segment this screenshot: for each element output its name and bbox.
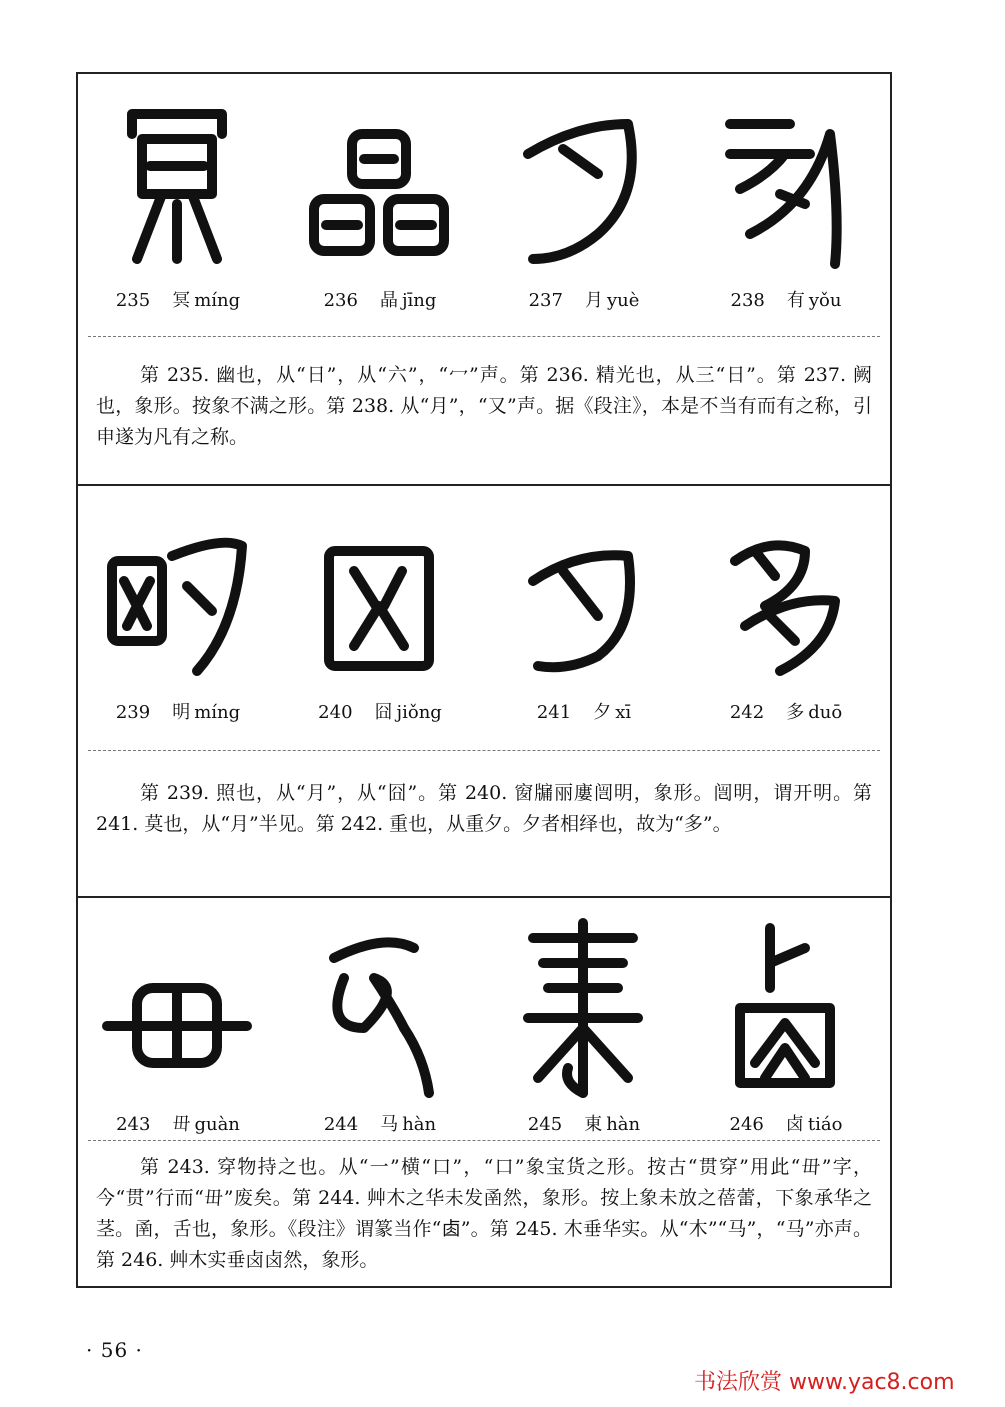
entry-245 <box>484 898 684 1162</box>
dashed-divider <box>88 336 880 337</box>
entry-number: 238 <box>730 290 765 311</box>
caption <box>484 698 684 724</box>
entry-239 <box>78 486 278 750</box>
entry-number: 244 <box>323 1114 359 1135</box>
entry-character: 明 <box>172 702 191 723</box>
seal-yue-moon-icon <box>508 94 658 274</box>
entry-242 <box>686 486 886 750</box>
entry-number: 235 <box>115 290 151 311</box>
entry-pinyin: guàn <box>194 1114 240 1135</box>
caption <box>78 1110 278 1136</box>
seal-han-droop-icon <box>508 918 658 1098</box>
panel-239-242 <box>78 486 890 898</box>
entry-244 <box>280 898 480 1162</box>
entry-pinyin: hàn <box>606 1114 641 1135</box>
seal-guan-pierce-icon <box>102 918 252 1098</box>
entry-number: 246 <box>729 1114 764 1135</box>
entry-character: 囧 <box>374 702 393 723</box>
entry-character: 月 <box>584 290 603 311</box>
description: 第 235. 幽也，从“日”，从“六”，“冖”声。第 236. 精光也，从三“日”。第 237. 阙也，象形。按象不满之形。第 238. 从“月”，“又”声。据《段注》，本是不当有而有之称，引申遂为凡有之称。 <box>96 364 872 448</box>
entry-number: 243 <box>116 1114 151 1135</box>
seal-tiao-fruit-icon <box>710 918 860 1098</box>
entry-pinyin: míng <box>194 702 241 723</box>
entry-character: 马 <box>380 1114 399 1135</box>
caption <box>686 286 886 312</box>
glyph-row <box>78 898 890 1162</box>
seal-ming-bright-icon <box>102 506 252 686</box>
entry-243 <box>78 898 278 1162</box>
entry-238 <box>686 74 886 338</box>
caption <box>78 698 278 724</box>
entry-number: 237 <box>528 290 563 311</box>
entry-number: 241 <box>536 702 572 723</box>
caption <box>686 698 886 724</box>
entry-236 <box>280 74 480 338</box>
entry-237 <box>484 74 684 338</box>
seal-jiong-window-icon <box>304 506 454 686</box>
panel-235-238 <box>78 74 890 486</box>
entry-pinyin: jiǒng <box>396 702 442 723</box>
caption <box>484 286 684 312</box>
description: 第 243. 穿物持之也。从“一”横“口”，“口”象宝货之形。按古“贯穿”用此“毌”字，今“贯”行而“毌”废矣。第 244. 艸木之华未发圅然，象形。按上象未放之蓓蕾，下象承华之茎。圅，舌也，象形。《段注》谓篆当作“𠧪”。第 245. 木垂华实。从“木”“马”，“马”亦声。第 246. 艸木实垂卤卤然，象形。 <box>96 1156 872 1271</box>
entry-pinyin: míng <box>194 290 241 311</box>
glyph-row <box>78 74 890 338</box>
entry-character: 卤 <box>785 1114 804 1135</box>
entry-number: 236 <box>323 290 358 311</box>
seal-ming-dark-icon <box>102 94 252 274</box>
entry-pinyin: tiáo <box>807 1114 843 1135</box>
seal-you-have-icon <box>710 94 860 274</box>
entry-241 <box>484 486 684 750</box>
entry-235 <box>78 74 278 338</box>
entry-246 <box>686 898 886 1162</box>
entry-character: 夕 <box>593 702 612 723</box>
entry-pinyin: hàn <box>402 1114 437 1135</box>
seal-xi-evening-icon <box>508 506 658 686</box>
entry-character: 冥 <box>172 290 191 311</box>
entry-pinyin: duō <box>808 702 843 723</box>
entry-number: 239 <box>115 702 151 723</box>
entry-pinyin: yuè <box>606 290 640 311</box>
page-number: · 56 · <box>86 1338 143 1362</box>
entry-character: 毌 <box>172 1114 191 1135</box>
entry-number: 240 <box>318 702 353 723</box>
caption <box>484 1110 684 1136</box>
dashed-divider <box>88 1140 880 1141</box>
glyph-row <box>78 486 890 750</box>
watermark: 书法欣赏 www.yac8.com <box>694 1370 955 1395</box>
entry-character: 東 <box>584 1114 603 1135</box>
description: 第 239. 照也，从“月”，从“囧”。第 240. 窗牖丽廔闿明，象形。闿明，谓开明。第 241. 莫也，从“月”半见。第 242. 重也，从重夕。夕者相绎也，故为“多”。 <box>96 782 872 835</box>
entry-240 <box>280 486 480 750</box>
page-frame <box>76 72 892 1288</box>
caption <box>280 286 480 312</box>
entry-character: 多 <box>786 702 805 723</box>
entry-number: 245 <box>527 1114 563 1135</box>
seal-han-bud-icon <box>304 918 454 1098</box>
entry-character: 晶 <box>379 290 398 311</box>
seal-duo-many-icon <box>710 506 860 686</box>
dashed-divider <box>88 750 880 751</box>
caption <box>78 286 278 312</box>
entry-pinyin: xī <box>615 702 632 723</box>
entry-pinyin: yǒu <box>808 290 842 311</box>
seal-jing-crystal-icon <box>304 94 454 274</box>
entry-pinyin: jīng <box>401 290 437 311</box>
caption <box>686 1110 886 1136</box>
panel-243-246 <box>78 898 890 1286</box>
caption <box>280 698 480 724</box>
entry-number: 242 <box>729 702 765 723</box>
caption <box>280 1110 480 1136</box>
entry-character: 有 <box>786 290 805 311</box>
